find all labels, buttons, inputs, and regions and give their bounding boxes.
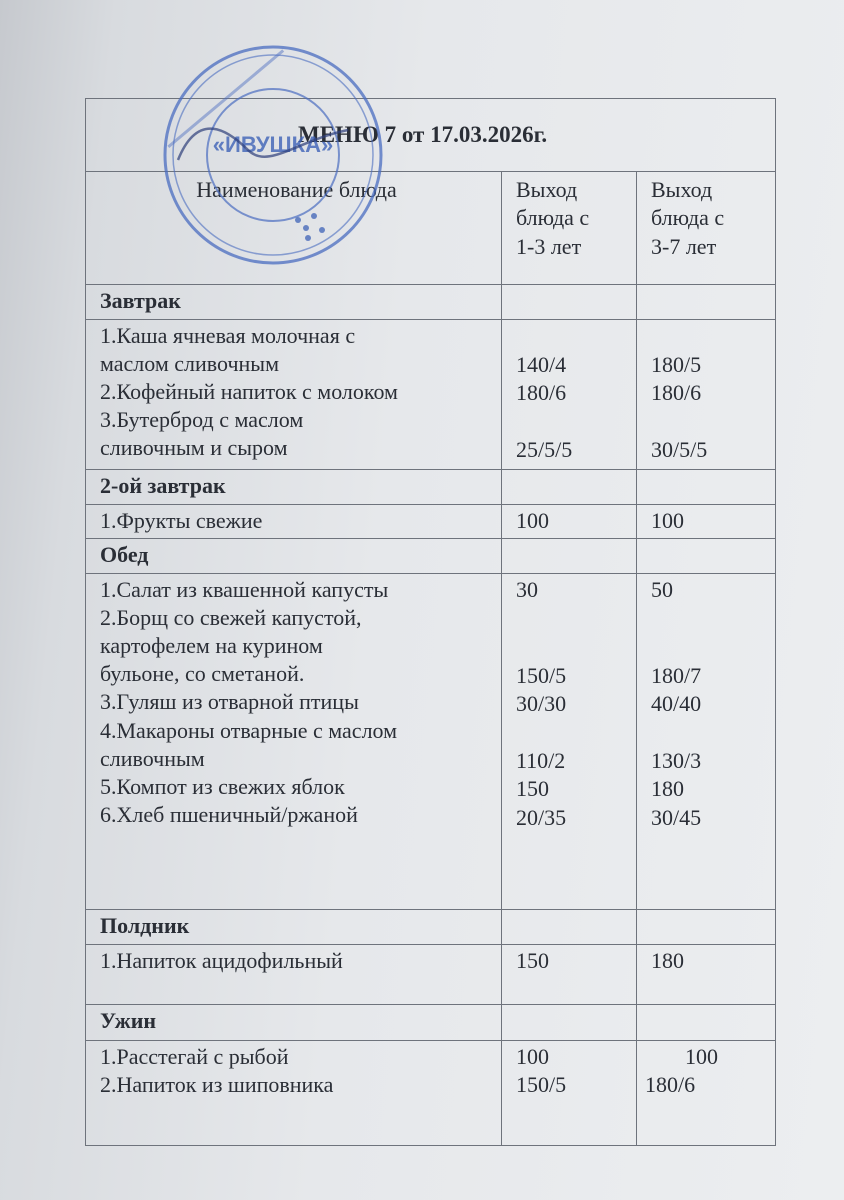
portion-3-7: 180/7	[651, 663, 702, 689]
portion-3-7: 180	[651, 776, 684, 802]
dish-line: 2.Борщ со свежей капустой,	[100, 605, 362, 631]
section-name: Ужин	[86, 1005, 502, 1040]
portion-3-7	[651, 322, 767, 351]
dish-line-cell	[86, 505, 502, 538]
dish-line: бульоне, со сметаной.	[100, 661, 305, 687]
section-empty-cell	[637, 284, 776, 319]
dish-line: картофелем на курином	[100, 633, 323, 659]
portion-3-7	[651, 407, 767, 436]
header-age1-line: 1-3 лет	[516, 233, 582, 259]
portion-1-3	[516, 322, 628, 351]
portion-1-3: 150/5	[516, 1071, 567, 1097]
header-age2-line: Выход	[651, 177, 713, 203]
portion-1-3-cell	[502, 573, 637, 909]
portion-3-7-cell	[637, 945, 776, 1005]
dish-line-cell	[86, 945, 502, 1005]
portion-1-3-cell	[502, 319, 637, 470]
section-empty-cell	[502, 1005, 637, 1040]
stamp-dots	[295, 213, 325, 241]
section-body-row	[86, 319, 776, 470]
portion-1-3: 150	[516, 776, 549, 802]
header-dish-name-label: Наименование блюда	[196, 177, 397, 203]
dish-line: 3.Гуляш из отварной птицы	[100, 689, 359, 715]
portion-1-3-cell	[502, 505, 637, 538]
dish-line: 1.Фрукты свежие	[100, 508, 263, 534]
portion-1-3: 25/5/5	[516, 437, 573, 463]
section-name: Завтрак	[86, 284, 502, 319]
portion-3-7	[651, 633, 767, 662]
portion-3-7: 100	[651, 508, 684, 534]
portion-1-3: 150/5	[516, 663, 567, 689]
portion-3-7-cell	[637, 505, 776, 538]
portion-3-7: 180/6	[645, 1071, 696, 1097]
portion-3-7: 30/5/5	[651, 437, 708, 463]
section-body-row	[86, 945, 776, 1005]
portion-3-7: 40/40	[651, 691, 702, 717]
portion-3-7: 100	[685, 1043, 718, 1069]
section-empty-cell	[637, 1005, 776, 1040]
portion-1-3	[516, 604, 628, 633]
section-header-row	[86, 538, 776, 573]
dish-line-cell	[86, 319, 502, 470]
portion-1-3-cell	[502, 1040, 637, 1145]
portion-3-7: 30/45	[651, 804, 702, 830]
dish-line: 6.Хлеб пшеничный/ржаной	[100, 802, 358, 828]
portion-1-3: 110/2	[516, 748, 566, 774]
portion-3-7: 180/6	[651, 379, 702, 405]
portion-1-3: 100	[516, 1043, 549, 1069]
section-body-row	[86, 573, 776, 909]
section-empty-cell	[637, 910, 776, 945]
section-name: 2-ой завтрак	[86, 470, 502, 505]
portion-3-7: 130/3	[651, 748, 702, 774]
section-header-row	[86, 470, 776, 505]
dish-line: 1.Салат из квашенной капусты	[100, 576, 389, 602]
dish-line: 1.Расстегай с рыбой	[100, 1043, 289, 1069]
dish-line-cell	[86, 573, 502, 909]
section-empty-cell	[502, 284, 637, 319]
dish-line: сливочным и сыром	[100, 435, 288, 461]
portion-1-3: 140/4	[516, 351, 567, 377]
header-age1-line: Выход	[516, 177, 578, 203]
portion-3-7: 50	[651, 576, 673, 602]
section-header-row	[86, 1005, 776, 1040]
portion-3-7: 180	[651, 948, 684, 974]
section-header-row	[86, 910, 776, 945]
dish-line: 2.Кофейный напиток с молоком	[100, 379, 398, 405]
header-age2	[637, 172, 776, 284]
portion-3-7-cell	[637, 319, 776, 470]
section-empty-cell	[637, 538, 776, 573]
portion-1-3: 30/30	[516, 691, 567, 717]
section-header-row	[86, 284, 776, 319]
portion-1-3: 20/35	[516, 804, 567, 830]
header-age1	[502, 172, 637, 284]
dish-line: 4.Макароны отварные с маслом	[100, 717, 398, 743]
portion-3-7	[651, 604, 767, 633]
header-age2-line: блюда с	[651, 205, 725, 231]
dish-line: маслом сливочным	[100, 350, 280, 376]
portion-1-3: 150	[516, 948, 549, 974]
portion-1-3: 30	[516, 576, 538, 602]
header-age1-line: блюда с	[516, 205, 590, 231]
section-empty-cell	[502, 470, 637, 505]
dish-line: 3.Бутерброд с маслом	[100, 407, 304, 433]
portion-3-7: 180/5	[651, 351, 702, 377]
section-empty-cell	[637, 470, 776, 505]
dish-line: 1.Напиток ацидофильный	[100, 948, 343, 974]
portion-1-3	[516, 633, 628, 662]
section-name: Полдник	[86, 910, 502, 945]
portion-1-3	[516, 718, 628, 747]
section-empty-cell	[502, 910, 637, 945]
menu-title: МЕНЮ 7 от 17.03.2026г.	[298, 122, 548, 148]
round-stamp	[158, 40, 388, 270]
section-empty-cell	[502, 538, 637, 573]
header-age2-line: 3-7 лет	[651, 233, 717, 259]
section-body-row	[86, 1040, 776, 1145]
stamp-inner-text: «ИВУШКА»	[212, 132, 334, 157]
portion-1-3-cell	[502, 945, 637, 1005]
dish-line: 2.Напиток из шиповника	[100, 1071, 334, 1097]
dish-line: сливочным	[100, 745, 205, 771]
portion-1-3: 180/6	[516, 379, 567, 405]
portion-1-3	[516, 407, 628, 436]
section-name: Обед	[86, 538, 502, 573]
portion-3-7-cell	[637, 1040, 776, 1145]
portion-1-3: 100	[516, 508, 549, 534]
portion-3-7-cell	[637, 573, 776, 909]
dish-line: 1.Каша ячневая молочная с	[100, 322, 356, 348]
dish-line-cell	[86, 1040, 502, 1145]
dish-line: 5.Компот из свежих яблок	[100, 773, 345, 799]
section-body-row	[86, 505, 776, 538]
portion-3-7	[651, 718, 767, 747]
